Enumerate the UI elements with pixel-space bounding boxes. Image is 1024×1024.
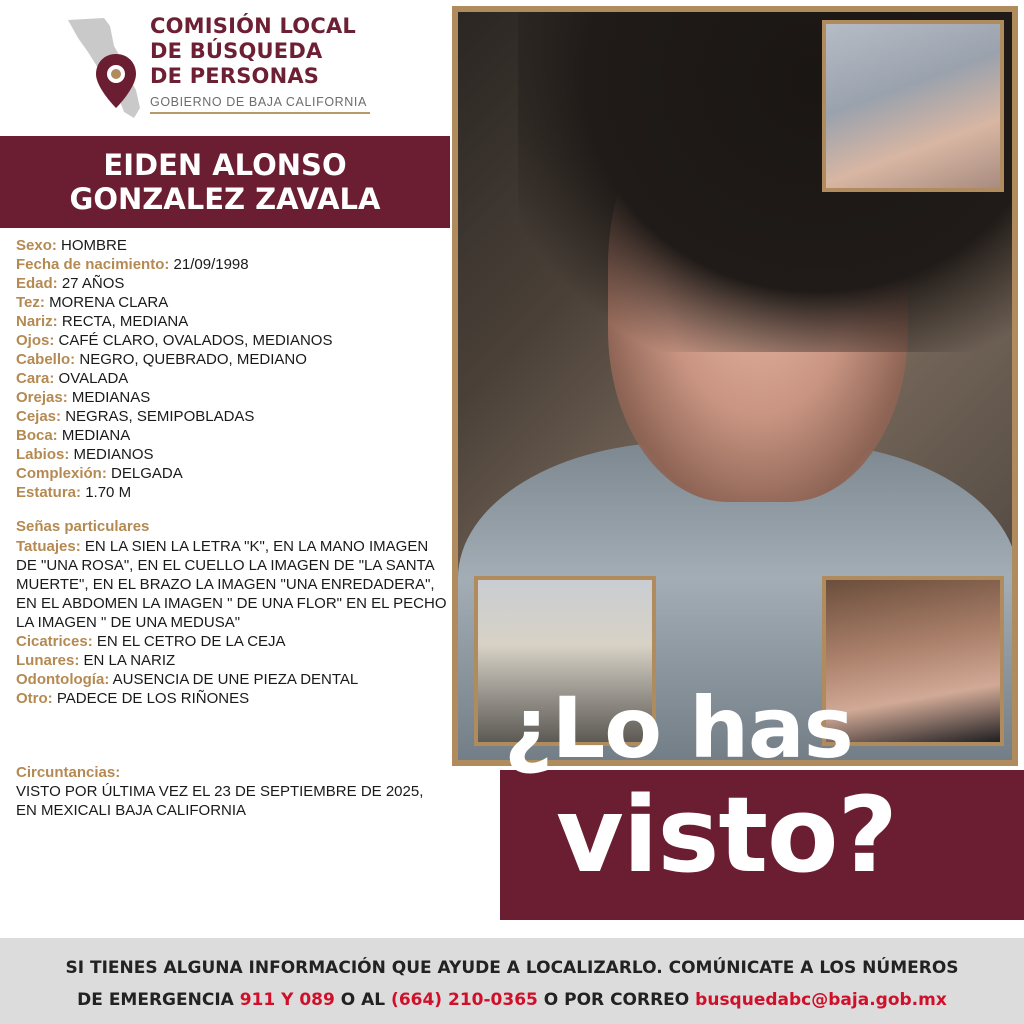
field-row xyxy=(16,274,446,293)
field-row xyxy=(16,293,446,312)
mark-label: Otro: xyxy=(16,690,53,707)
headline-line1: ¿Lo has xyxy=(504,679,853,777)
field-row xyxy=(16,464,446,483)
field-row xyxy=(16,426,446,445)
field-row xyxy=(16,236,446,255)
org-name-line3: DE PERSONAS xyxy=(150,64,320,88)
mark-row xyxy=(16,537,448,632)
footer-line1: SI TIENES ALGUNA INFORMACIÓN QUE AYUDE A LOCALIZARLO. COMÚNICATE A LOS NÚMEROS xyxy=(65,958,959,978)
field-label: Orejas: xyxy=(16,389,68,406)
mark-label: Odontología: xyxy=(16,671,110,688)
field-value: CAFÉ CLARO, OVALADOS, MEDIANOS xyxy=(58,332,333,349)
distinguishing-marks-title: Señas particulares xyxy=(16,518,150,535)
field-label: Tez: xyxy=(16,294,45,311)
contact-email-link[interactable]: busquedabc@baja.gob.mx xyxy=(695,990,947,1010)
field-row xyxy=(16,255,446,274)
distinguishing-marks xyxy=(16,537,448,708)
headline-line2: visto? xyxy=(556,774,897,896)
mark-value: EN EL CETRO DE LA CEJA xyxy=(96,633,286,650)
field-value: 27 AÑOS xyxy=(61,275,125,292)
field-row xyxy=(16,388,446,407)
physical-description xyxy=(16,236,446,502)
contact-footer xyxy=(0,938,1024,1024)
mark-value: EN LA SIEN LA LETRA "K", EN LA MANO IMAGEN DE "UNA ROSA", EN EL CUELLO LA IMAGEN DE "LA SANTA MUERTE", EN EL BRAZO LA IMAGEN "UNA ENREDADERA", EN EL ABDOMEN LA IMAGEN " DE UNA FLOR" EN EL PECHO LA IMAGEN " DE UNA MEDUSA" xyxy=(16,538,447,631)
field-label: Cara: xyxy=(16,370,55,387)
mark-label: Cicatrices: xyxy=(16,633,93,650)
field-value: NEGRO, QUEBRADO, MEDIANO xyxy=(79,351,307,368)
field-label: Edad: xyxy=(16,275,58,292)
field-row xyxy=(16,331,446,350)
org-name-line1: COMISIÓN LOCAL xyxy=(150,14,356,38)
field-label: Complexión: xyxy=(16,465,107,482)
mark-value: PADECE DE LOS RIÑONES xyxy=(56,690,250,707)
field-value: MEDIANOS xyxy=(73,446,154,463)
hand-tattoo-photo xyxy=(822,20,1004,192)
field-label: Fecha de nacimiento: xyxy=(16,256,170,273)
footer-emergency-prefix: DE EMERGENCIA xyxy=(77,990,240,1010)
mark-label: Lunares: xyxy=(16,652,80,669)
field-label: Cabello: xyxy=(16,351,76,368)
field-row xyxy=(16,350,446,369)
person-name-line2: GONZALEZ ZAVALA xyxy=(69,182,381,216)
field-label: Estatura: xyxy=(16,484,82,501)
field-value: DELGADA xyxy=(111,465,183,482)
field-label: Sexo: xyxy=(16,237,57,254)
logo-divider xyxy=(150,112,370,114)
field-label: Cejas: xyxy=(16,408,62,425)
field-value: HOMBRE xyxy=(61,237,127,254)
field-value: OVALADA xyxy=(58,370,129,387)
field-value: RECTA, MEDIANA xyxy=(61,313,189,330)
mark-label: Tatuajes: xyxy=(16,538,81,555)
mark-row xyxy=(16,689,448,708)
mark-row xyxy=(16,651,448,670)
field-label: Boca: xyxy=(16,427,58,444)
field-label: Nariz: xyxy=(16,313,58,330)
org-logo xyxy=(64,14,384,124)
emergency-numbers: 911 Y 089 xyxy=(239,990,335,1010)
field-label: Ojos: xyxy=(16,332,55,349)
phone-number: (664) 210-0365 xyxy=(391,990,538,1010)
mark-row xyxy=(16,632,448,651)
org-name-line2: DE BÚSQUEDA xyxy=(150,39,323,63)
field-label: Labios: xyxy=(16,446,70,463)
field-row xyxy=(16,312,446,331)
field-value: NEGRAS, SEMIPOBLADAS xyxy=(65,408,255,425)
field-row xyxy=(16,407,446,426)
field-row xyxy=(16,369,446,388)
mark-row xyxy=(16,670,448,689)
footer-text-or: O AL xyxy=(334,990,392,1010)
field-value: 21/09/1998 xyxy=(173,256,249,273)
circumstances-label: Circuntancias: xyxy=(16,764,121,781)
person-name-line1: EIDEN ALONSO xyxy=(103,148,347,182)
field-value: MEDIANA xyxy=(61,427,131,444)
field-value: 1.70 M xyxy=(85,484,132,501)
mark-value: AUSENCIA DE UNE PIEZA DENTAL xyxy=(112,671,359,688)
field-row xyxy=(16,483,446,502)
footer-line2 xyxy=(0,990,1024,1010)
person-name-banner xyxy=(0,136,450,228)
circumstances xyxy=(16,763,446,820)
org-subtitle: GOBIERNO DE BAJA CALIFORNIA xyxy=(150,95,367,109)
field-value: MEDIANAS xyxy=(71,389,151,406)
field-row xyxy=(16,445,446,464)
field-value: MORENA CLARA xyxy=(49,294,169,311)
footer-text-email: O POR CORREO xyxy=(537,990,696,1010)
mark-value: EN LA NARIZ xyxy=(83,652,176,669)
circumstances-value: VISTO POR ÚLTIMA VEZ EL 23 DE SEPTIEMBRE DE 2025, EN MEXICALI BAJA CALIFORNIA xyxy=(16,783,424,819)
baja-california-map-pin-icon xyxy=(64,16,144,120)
